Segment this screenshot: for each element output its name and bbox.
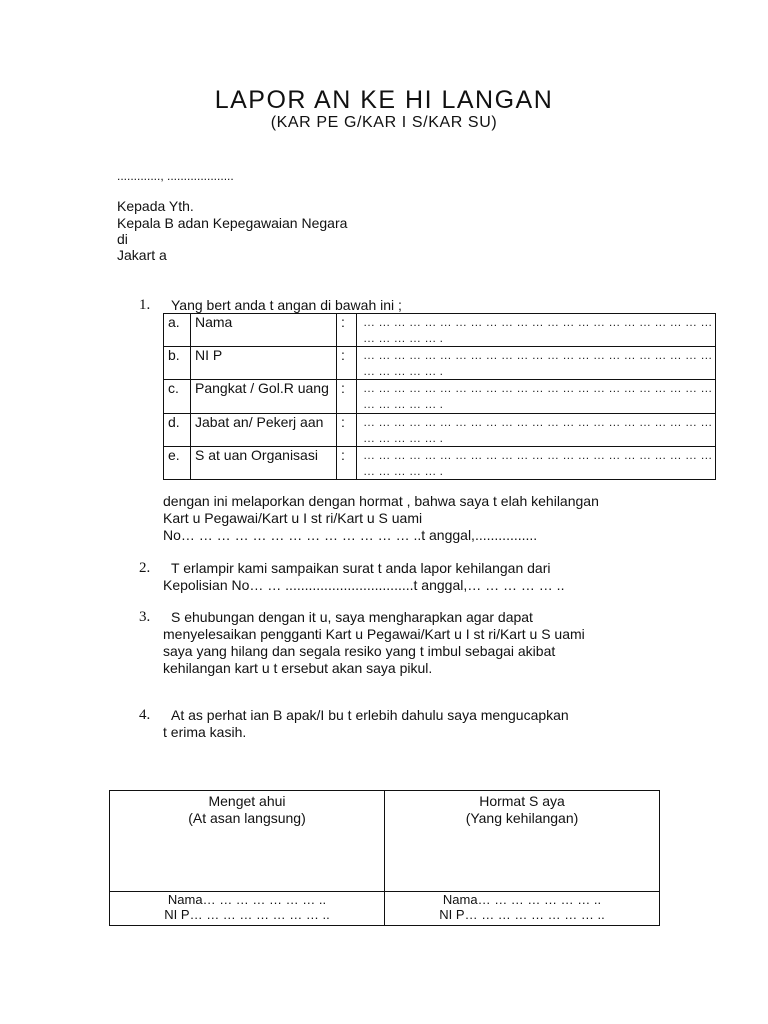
signature-right-nip: NI P… … … … … … … … .. <box>439 907 605 922</box>
signature-left-header <box>110 791 385 892</box>
item-3-line-4: kehilangan kart u t ersebut akan saya pikul. <box>163 660 433 676</box>
item-4-line-2: t erima kasih. <box>163 724 247 740</box>
identity-row-rank <box>164 380 716 414</box>
item-4-number: 4. <box>139 707 151 723</box>
row-value: … … … … … … … … … … … … … … … … … … … … … … … … … … … … . <box>357 314 716 347</box>
recipient-line-2: Kepala B adan Kepegawaian Negara <box>117 215 348 231</box>
signature-right-role: (Yang kehilangan) <box>465 810 579 826</box>
row-letter: a. <box>164 314 191 347</box>
row-letter: d. <box>164 414 191 447</box>
item-2-line-2: Kepolisian No… … .................................t anggal,… … … … … .. <box>163 577 565 593</box>
item-1-after-3: No… … … … … … … … … … … … … ..t anggal,................ <box>163 527 538 543</box>
item-2-number: 2. <box>139 560 151 576</box>
item-1-intro: Yang bert anda t angan di bawah ini ; <box>171 297 402 313</box>
row-colon: : <box>337 380 357 414</box>
item-1-after-1: dengan ini melaporkan dengan hormat , bahwa saya t elah kehilangan <box>163 493 599 509</box>
row-colon: : <box>337 447 357 480</box>
identity-row-position <box>164 414 716 447</box>
signature-right-footer <box>385 892 660 926</box>
row-field: Pangkat / Gol.R uang <box>191 380 337 414</box>
item-3-number: 3. <box>139 609 151 625</box>
row-value: … … … … … … … … … … … … … … … … … … … … … … … … … … … … . <box>357 447 716 480</box>
row-value: … … … … … … … … … … … … … … … … … … … … … … … … … … … … . <box>357 347 716 380</box>
recipient-line-3: di <box>117 231 128 247</box>
row-field: Nama <box>191 314 337 347</box>
row-field: NI P <box>191 347 337 380</box>
row-field: Jabat an/ Pekerj aan <box>191 414 337 447</box>
signature-right-header <box>385 791 660 892</box>
row-letter: b. <box>164 347 191 380</box>
signature-right-name: Nama… … … … … … … .. <box>442 892 602 907</box>
row-letter: c. <box>164 380 191 414</box>
document-subtitle: (KAR PE G/KAR I S/KAR SU) <box>270 114 498 131</box>
recipient-line-1: Kepada Yth. <box>117 198 194 214</box>
identity-table <box>163 313 716 480</box>
item-1-number: 1. <box>139 297 151 313</box>
row-colon: : <box>337 347 357 380</box>
identity-row-name <box>164 314 716 347</box>
item-3-line-1: S ehubungan dengan it u, saya mengharapkan agar dapat <box>171 609 533 625</box>
signature-left-name: Nama… … … … … … … .. <box>167 892 327 907</box>
item-1-after-2: Kart u Pegawai/Kart u I st ri/Kart u S uami <box>163 510 423 526</box>
row-letter: e. <box>164 447 191 480</box>
row-field: S at uan Organisasi <box>191 447 337 480</box>
signature-left-title: Menget ahui <box>208 793 286 809</box>
identity-row-nip <box>164 347 716 380</box>
date-line: ............., .................... <box>117 169 234 183</box>
identity-row-unit <box>164 447 716 480</box>
row-value: … … … … … … … … … … … … … … … … … … … … … … … … … … … … . <box>357 380 716 414</box>
signature-table <box>109 790 660 926</box>
row-value: … … … … … … … … … … … … … … … … … … … … … … … … … … … … . <box>357 414 716 447</box>
signature-left-role: (At asan langsung) <box>188 810 306 826</box>
item-4-line-1: At as perhat ian B apak/I bu t erlebih dahulu saya mengucapkan <box>171 707 569 723</box>
row-colon: : <box>337 314 357 347</box>
signature-left-nip: NI P… … … … … … … … .. <box>164 907 330 922</box>
item-2-line-1: T erlampir kami sampaikan surat t anda lapor kehilangan dari <box>171 560 551 576</box>
signature-left-footer <box>110 892 385 926</box>
item-3-line-3: saya yang hilang dan segala resiko yang t imbul sebagai akibat <box>163 643 556 659</box>
row-colon: : <box>337 414 357 447</box>
item-3-line-2: menyelesaikan pengganti Kart u Pegawai/Kart u I st ri/Kart u S uami <box>163 626 585 642</box>
document-title: LAPOR AN KE HI LANGAN <box>214 86 554 114</box>
signature-right-title: Hormat S aya <box>479 793 565 809</box>
recipient-line-4: Jakart a <box>117 247 167 263</box>
